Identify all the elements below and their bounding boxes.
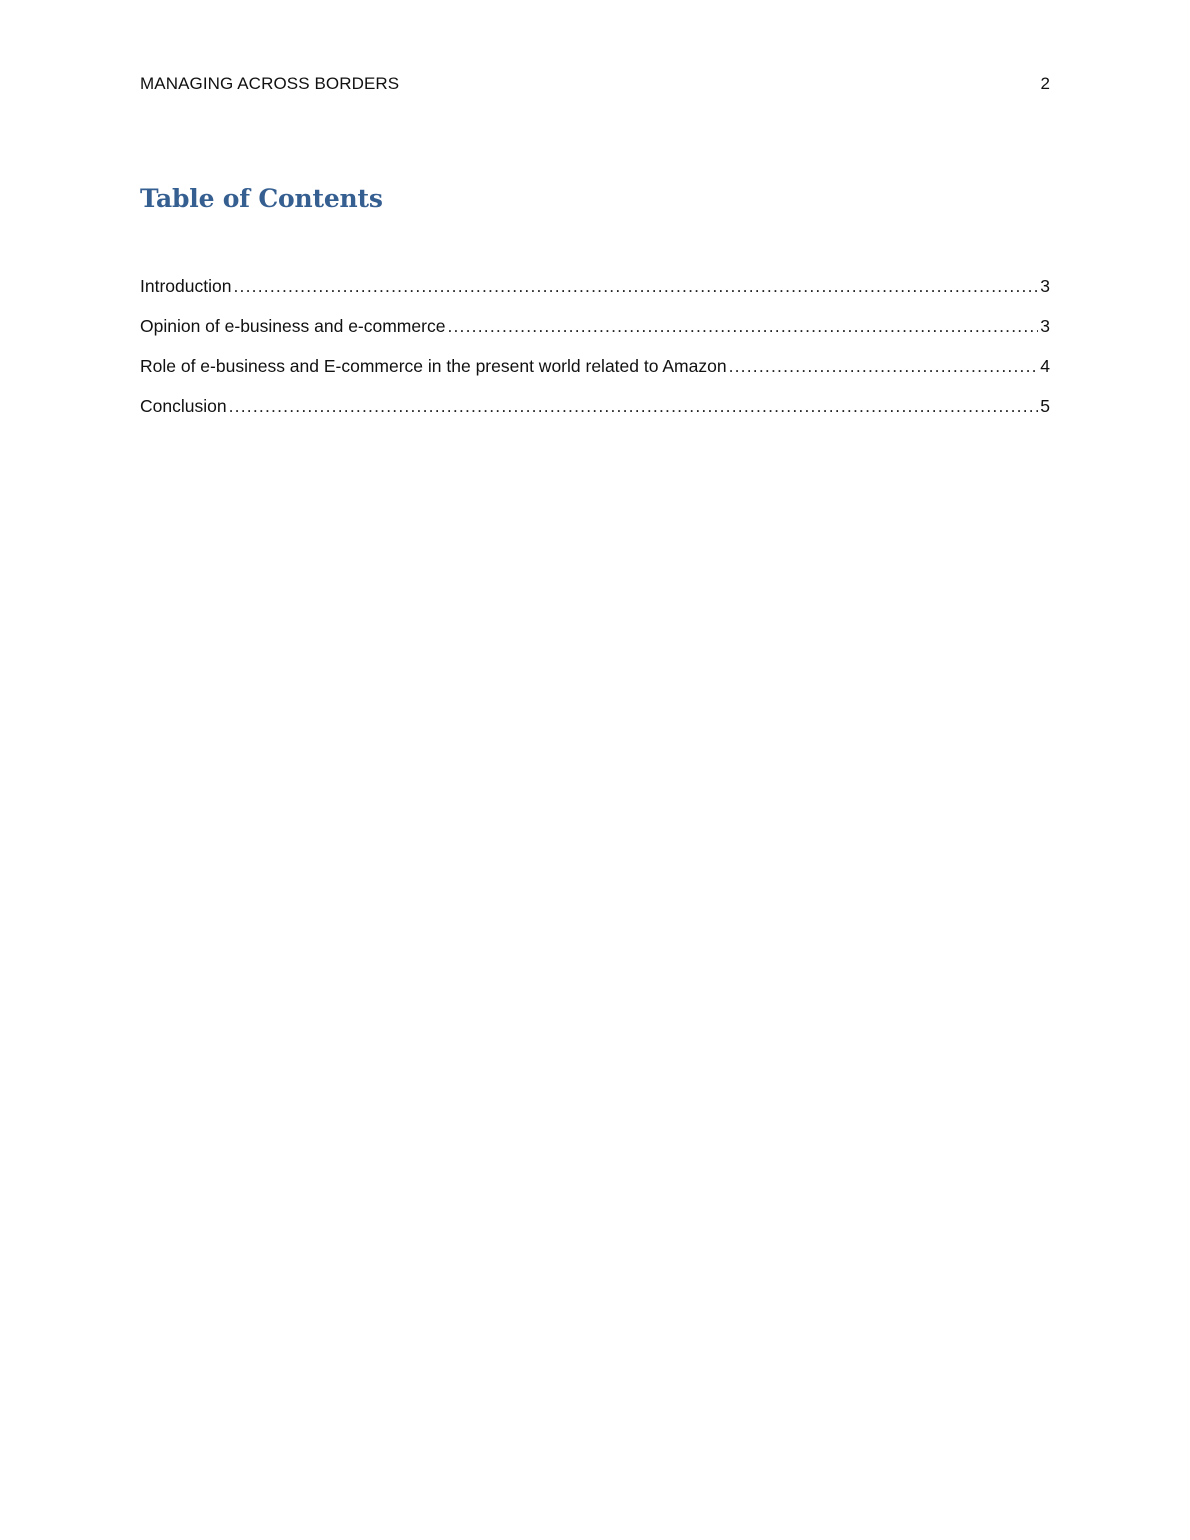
toc-entry-opinion[interactable] — [140, 312, 1050, 352]
running-title: MANAGING ACROSS BORDERS — [140, 74, 400, 93]
toc-entry-label: Introduction — [140, 276, 232, 296]
toc-entry-role[interactable] — [140, 352, 1050, 392]
toc-entry-conclusion[interactable] — [140, 392, 1050, 432]
page-number: 2 — [1040, 74, 1050, 93]
toc-entry-introduction[interactable] — [140, 272, 1050, 312]
toc-dot-leader — [229, 392, 1039, 420]
toc-entry-page: 3 — [1040, 276, 1050, 296]
toc-entry-page: 5 — [1040, 396, 1050, 416]
running-header — [140, 72, 1050, 96]
toc-entry-label: Role of e-business and E-commerce in the present world related to Amazon — [140, 356, 727, 376]
toc-entry-label: Conclusion — [140, 396, 227, 416]
toc-dot-leader — [233, 272, 1038, 300]
toc-dot-leader — [729, 352, 1039, 380]
toc-list — [140, 272, 1050, 432]
toc-entry-page: 4 — [1040, 356, 1050, 376]
toc-dot-leader — [447, 312, 1038, 340]
toc-entry-page: 3 — [1040, 316, 1050, 336]
toc-heading: Table of Contents — [140, 184, 383, 213]
toc-entry-label: Opinion of e-business and e-commerce — [140, 316, 446, 336]
